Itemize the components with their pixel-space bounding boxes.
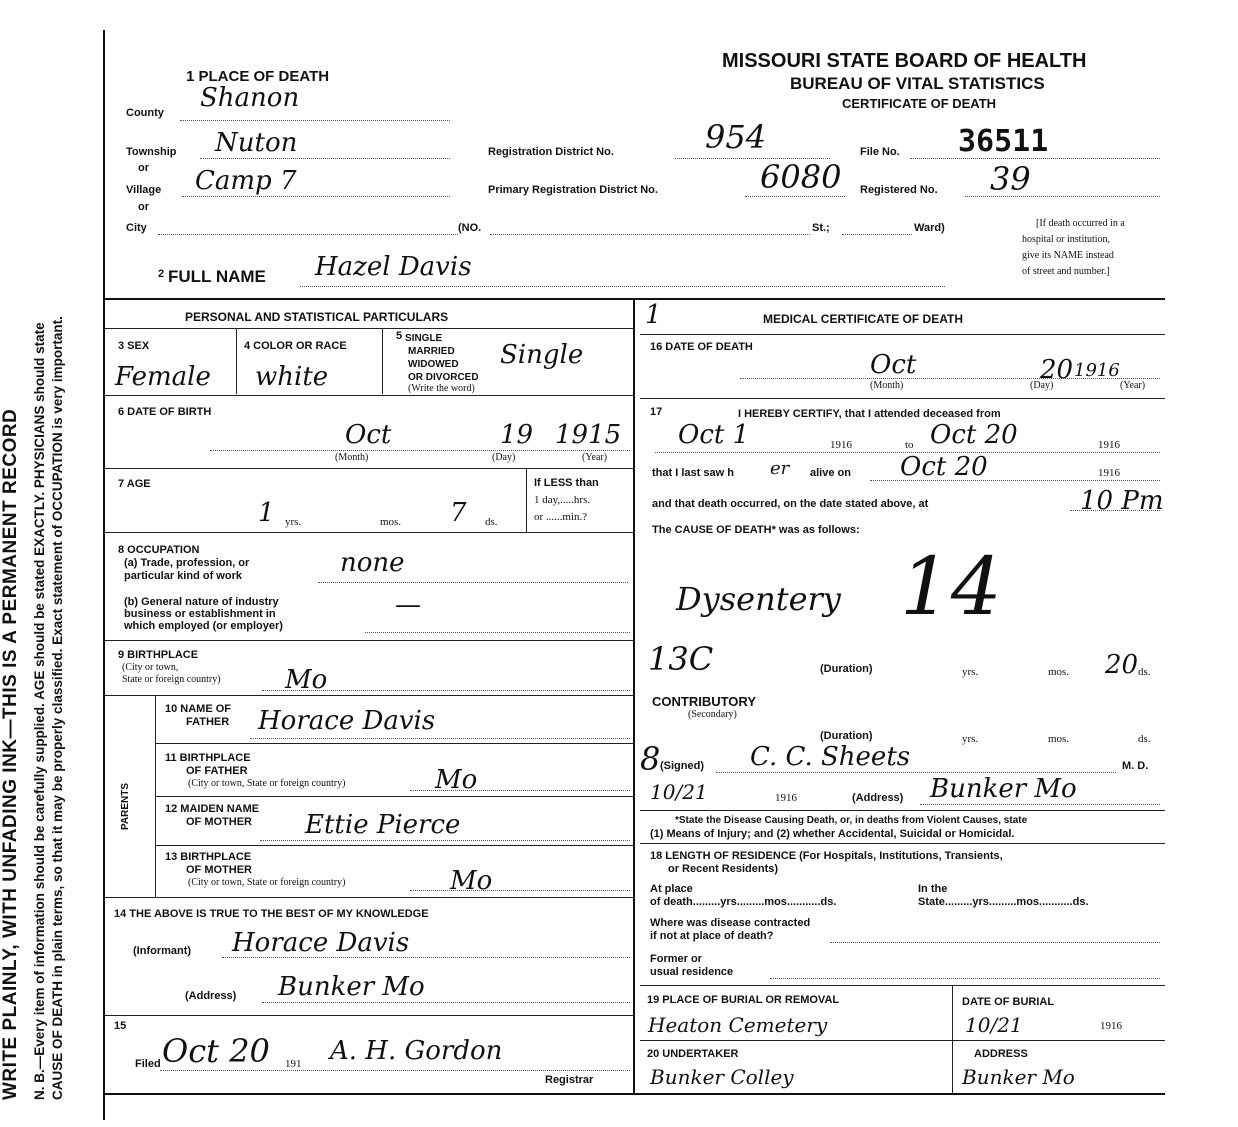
filed-num: 15 xyxy=(114,1020,127,1032)
marital-value: Single xyxy=(500,340,584,370)
undertaker-address-label: ADDRESS xyxy=(974,1048,1028,1060)
marital-num: 5 xyxy=(396,330,403,342)
dod-year: 1916 xyxy=(1074,360,1120,381)
informant-value: Horace Davis xyxy=(232,928,410,958)
age-label: 7 AGE xyxy=(118,478,151,490)
mother-birth-label-1: 13 BIRTHPLACE xyxy=(165,851,252,863)
dod-day-caption: (Day) xyxy=(1030,380,1054,391)
burial-year: 1916 xyxy=(1100,1020,1122,1032)
cause-code: 14 xyxy=(900,540,1002,633)
dob-month: Oct xyxy=(345,420,392,450)
attended-to: Oct 20 xyxy=(930,420,1018,450)
mother-label-2: OF MOTHER xyxy=(186,816,252,828)
primary-district-value: 6080 xyxy=(760,158,842,196)
informant-label: (Informant) xyxy=(133,945,192,957)
reg-district-value: 954 xyxy=(705,118,767,156)
mother-birth-value: Mo xyxy=(450,866,493,896)
registered-no-value: 39 xyxy=(990,160,1031,198)
color-label: 4 COLOR OR RACE xyxy=(244,340,347,352)
signed-year: 1916 xyxy=(775,792,797,804)
age-ds-caption: ds. xyxy=(485,516,498,528)
village-value: Camp 7 xyxy=(195,166,297,196)
marital-opt-single: SINGLE xyxy=(405,333,443,344)
in-state-1: In the xyxy=(918,883,948,895)
marital-note: (Write the word) xyxy=(408,383,475,394)
to-label: to xyxy=(905,439,914,451)
duration-yrs: yrs. xyxy=(962,666,979,678)
duration-days: 20 xyxy=(1105,650,1139,680)
county-label: County xyxy=(126,107,164,119)
where-1: Where was disease contracted xyxy=(650,917,811,929)
undertaker-value: Bunker Colley xyxy=(650,1065,794,1089)
reg-district-label: Registration District No. xyxy=(488,146,614,158)
father-birth-label-2: OF FATHER xyxy=(186,765,248,777)
medical-mark: 1 xyxy=(645,300,662,330)
physician-signature: C. C. Sheets xyxy=(750,742,911,772)
dob-year: 1915 xyxy=(555,420,622,450)
father-label-1: 10 NAME OF xyxy=(165,703,232,715)
at-place-1: At place xyxy=(650,883,693,895)
contrib-mos: mos. xyxy=(1048,733,1070,745)
form-cert-title: CERTIFICATE OF DEATH xyxy=(842,96,997,111)
state-note-2: (1) Means of Injury; and (2) whether Accidental, Suicidal or Homicidal. xyxy=(650,828,1015,840)
filed-date: Oct 20 xyxy=(162,1032,270,1070)
age-less-2: 1 day,.....hrs. xyxy=(534,494,591,506)
margin-instruction-note2: CAUSE OF DEATH in plain terms, so that it may be properly classified. Exact statement of OCCUPATION is very important. xyxy=(50,316,65,1100)
margin-instruction-note1: N. B.—Every item of information should be carefully supplied. AGE should be stated EXACTLY. PHYSICIANS should state xyxy=(32,322,47,1100)
registrar-signature: A. H. Gordon xyxy=(330,1036,503,1066)
where-2: if not at place of death? xyxy=(650,930,774,942)
dob-month-caption: (Month) xyxy=(335,452,369,463)
township-label: Township xyxy=(126,146,177,158)
burial-date: 10/21 xyxy=(965,1013,1023,1037)
occupation-a-label-1: (a) Trade, profession, or xyxy=(124,557,250,569)
burial-date-label: DATE OF BURIAL xyxy=(962,996,1055,1008)
undertaker-address: Bunker Mo xyxy=(962,1065,1075,1089)
signed-label: (Signed) xyxy=(660,760,704,772)
contrib-duration-label: (Duration) xyxy=(820,730,873,742)
last-saw-pronoun: er xyxy=(770,458,790,479)
occurred-time: 10 Pm xyxy=(1080,486,1164,516)
secondary-label: (Secondary) xyxy=(688,709,737,720)
sex-label: 3 SEX xyxy=(118,340,150,352)
age-less-1: If LESS than xyxy=(534,477,599,489)
dob-day-caption: (Day) xyxy=(492,452,516,463)
contrib-ds: ds. xyxy=(1138,733,1151,745)
st-label: St.; xyxy=(812,222,830,234)
address-label: (Address) xyxy=(185,990,237,1002)
or-label-2: or xyxy=(138,201,149,213)
registrar-label: Registrar xyxy=(545,1074,594,1086)
file-no-label: File No. xyxy=(860,146,900,158)
age-mos-caption: mos. xyxy=(380,516,402,528)
filed-year: 191 xyxy=(285,1058,302,1070)
occupation-label: 8 OCCUPATION xyxy=(118,544,200,556)
residence-label: 18 LENGTH OF RESIDENCE (For Hospitals, Institutions, Transients, xyxy=(650,850,1003,862)
registered-no-label: Registered No. xyxy=(860,184,938,196)
birthplace-sub-1: (City or town, xyxy=(122,662,179,673)
occupation-b-value: — xyxy=(395,590,421,620)
dob-day: 19 xyxy=(500,420,534,450)
city-label: City xyxy=(126,222,147,234)
hospital-note-4: of street and number.] xyxy=(1022,266,1110,277)
dob-year-caption: (Year) xyxy=(582,452,608,463)
occupation-a-value: none xyxy=(340,548,405,578)
place-heading: 1 PLACE OF DEATH xyxy=(186,68,330,85)
duration-ds: ds. xyxy=(1138,666,1151,678)
physician-address-label: (Address) xyxy=(852,792,904,804)
color-value: white xyxy=(255,362,329,392)
residence-label-2: or Recent Residents) xyxy=(668,863,779,875)
occupation-a-label-2: particular kind of work xyxy=(124,570,242,582)
state-note-1: *State the Disease Causing Death, or, in deaths from Violent Causes, state xyxy=(675,815,1028,826)
duration-label: (Duration) xyxy=(820,663,873,675)
cause-value: Dysentery xyxy=(676,580,841,618)
ward-label: Ward) xyxy=(914,222,945,234)
parents-label: PARENTS xyxy=(120,782,131,830)
margin-instruction-ink: WRITE PLAINLY, WITH UNFADING INK—THIS IS A PERMANENT RECORD xyxy=(0,408,21,1100)
dod-day: 20 xyxy=(1040,355,1074,385)
attended-from-year: 1916 xyxy=(830,439,852,451)
medical-heading: MEDICAL CERTIFICATE OF DEATH xyxy=(763,312,963,326)
father-value: Horace Davis xyxy=(258,706,436,736)
mother-birth-label-2: OF MOTHER xyxy=(186,864,252,876)
duration-mos: mos. xyxy=(1048,666,1070,678)
former-1: Former or xyxy=(650,953,702,965)
personal-heading: PERSONAL AND STATISTICAL PARTICULARS xyxy=(185,310,449,324)
full-name-label: FULL NAME xyxy=(168,267,266,286)
attended-to-year: 1916 xyxy=(1098,439,1120,451)
age-less-3: or ......min.? xyxy=(534,511,588,523)
age-years: 1 xyxy=(258,498,275,528)
address-value: Bunker Mo xyxy=(278,972,425,1002)
in-state-2: State.........yrs.........mos...........ds. xyxy=(918,896,1089,908)
num-17: 17 xyxy=(650,406,663,418)
sex-value: Female xyxy=(115,362,211,392)
at-place-2: of death.........yrs.........mos...........ds. xyxy=(650,896,837,908)
birthplace-value: Mo xyxy=(285,665,328,695)
last-saw-label: that I last saw h xyxy=(652,467,734,479)
occupation-b-label-1: (b) General nature of industry xyxy=(124,596,279,608)
age-days: 7 xyxy=(450,498,467,528)
dod-year-caption: (Year) xyxy=(1120,380,1146,391)
physician-address: Bunker Mo xyxy=(930,774,1077,804)
father-birth-sub: (City or town, State or foreign country) xyxy=(188,778,346,789)
mother-birth-sub: (City or town, State or foreign country) xyxy=(188,877,346,888)
undertaker-label: 20 UNDERTAKER xyxy=(647,1048,739,1060)
village-label: Village xyxy=(126,184,162,196)
contrib-yrs: yrs. xyxy=(962,733,979,745)
attended-from: Oct 1 xyxy=(678,420,750,450)
hospital-note-2: hospital or institution, xyxy=(1022,234,1111,245)
dod-label: 16 DATE OF DEATH xyxy=(650,341,753,353)
form-title: MISSOURI STATE BOARD OF HEALTH xyxy=(722,50,1087,72)
burial-place: Heaton Cemetery xyxy=(648,1013,828,1037)
cause-label: The CAUSE OF DEATH* was as follows: xyxy=(652,524,860,536)
alive-date: Oct 20 xyxy=(900,452,988,482)
md-label: M. D. xyxy=(1122,760,1149,772)
county-value: Shanon xyxy=(200,83,300,113)
full-name-value: Hazel Davis xyxy=(315,252,472,282)
occupation-b-label-3: which employed (or employer) xyxy=(124,620,283,632)
alive-year: 1916 xyxy=(1098,467,1120,479)
dod-month: Oct xyxy=(870,350,917,380)
father-birth-label-1: 11 BIRTHPLACE xyxy=(165,752,251,764)
hospital-note-3: give its NAME instead xyxy=(1022,250,1114,261)
no-label: (NO. xyxy=(458,222,482,234)
primary-district-label: Primary Registration District No. xyxy=(488,184,658,196)
alive-label: alive on xyxy=(810,467,851,479)
age-yrs-caption: yrs. xyxy=(285,516,302,528)
marital-opt-divorced: OR DIVORCED xyxy=(408,372,479,383)
full-name-num: 2 xyxy=(158,268,165,280)
burial-label: 19 PLACE OF BURIAL OR REMOVAL xyxy=(647,994,840,1006)
father-label-2: FATHER xyxy=(186,716,230,728)
mother-value: Ettie Pierce xyxy=(305,810,461,840)
mother-label-1: 12 MAIDEN NAME xyxy=(165,803,260,815)
township-value: Nuton xyxy=(215,128,298,158)
file-no-value: 36511 xyxy=(958,124,1049,159)
hospital-note-1: [If death occurred in a xyxy=(1036,218,1125,229)
marital-opt-widowed: WIDOWED xyxy=(408,359,459,370)
filed-label: Filed xyxy=(135,1058,161,1070)
birthplace-label: 9 BIRTHPLACE xyxy=(118,649,199,661)
contributory-label: CONTRIBUTORY xyxy=(652,694,756,709)
dod-month-caption: (Month) xyxy=(870,380,904,391)
informant-heading: 14 THE ABOVE IS TRUE TO THE BEST OF MY KNOWLEDGE xyxy=(114,908,429,920)
signed-date: 10/21 xyxy=(650,780,708,804)
marital-opt-married: MARRIED xyxy=(408,346,455,357)
former-2: usual residence xyxy=(650,966,734,978)
or-label-1: or xyxy=(138,162,149,174)
form-subtitle: BUREAU OF VITAL STATISTICS xyxy=(790,74,1045,93)
mark-8: 8 xyxy=(640,740,661,778)
mark-13c: 13C xyxy=(648,640,714,678)
father-birth-value: Mo xyxy=(435,765,478,795)
occupation-b-label-2: business or establishment in xyxy=(124,608,276,620)
certify-text: I HEREBY CERTIFY, that I attended deceased from xyxy=(738,408,1001,420)
birthplace-sub-2: State or foreign country) xyxy=(122,674,221,685)
dob-label: 6 DATE OF BIRTH xyxy=(118,406,212,418)
occurred-label: and that death occurred, on the date stated above, at xyxy=(652,498,929,510)
